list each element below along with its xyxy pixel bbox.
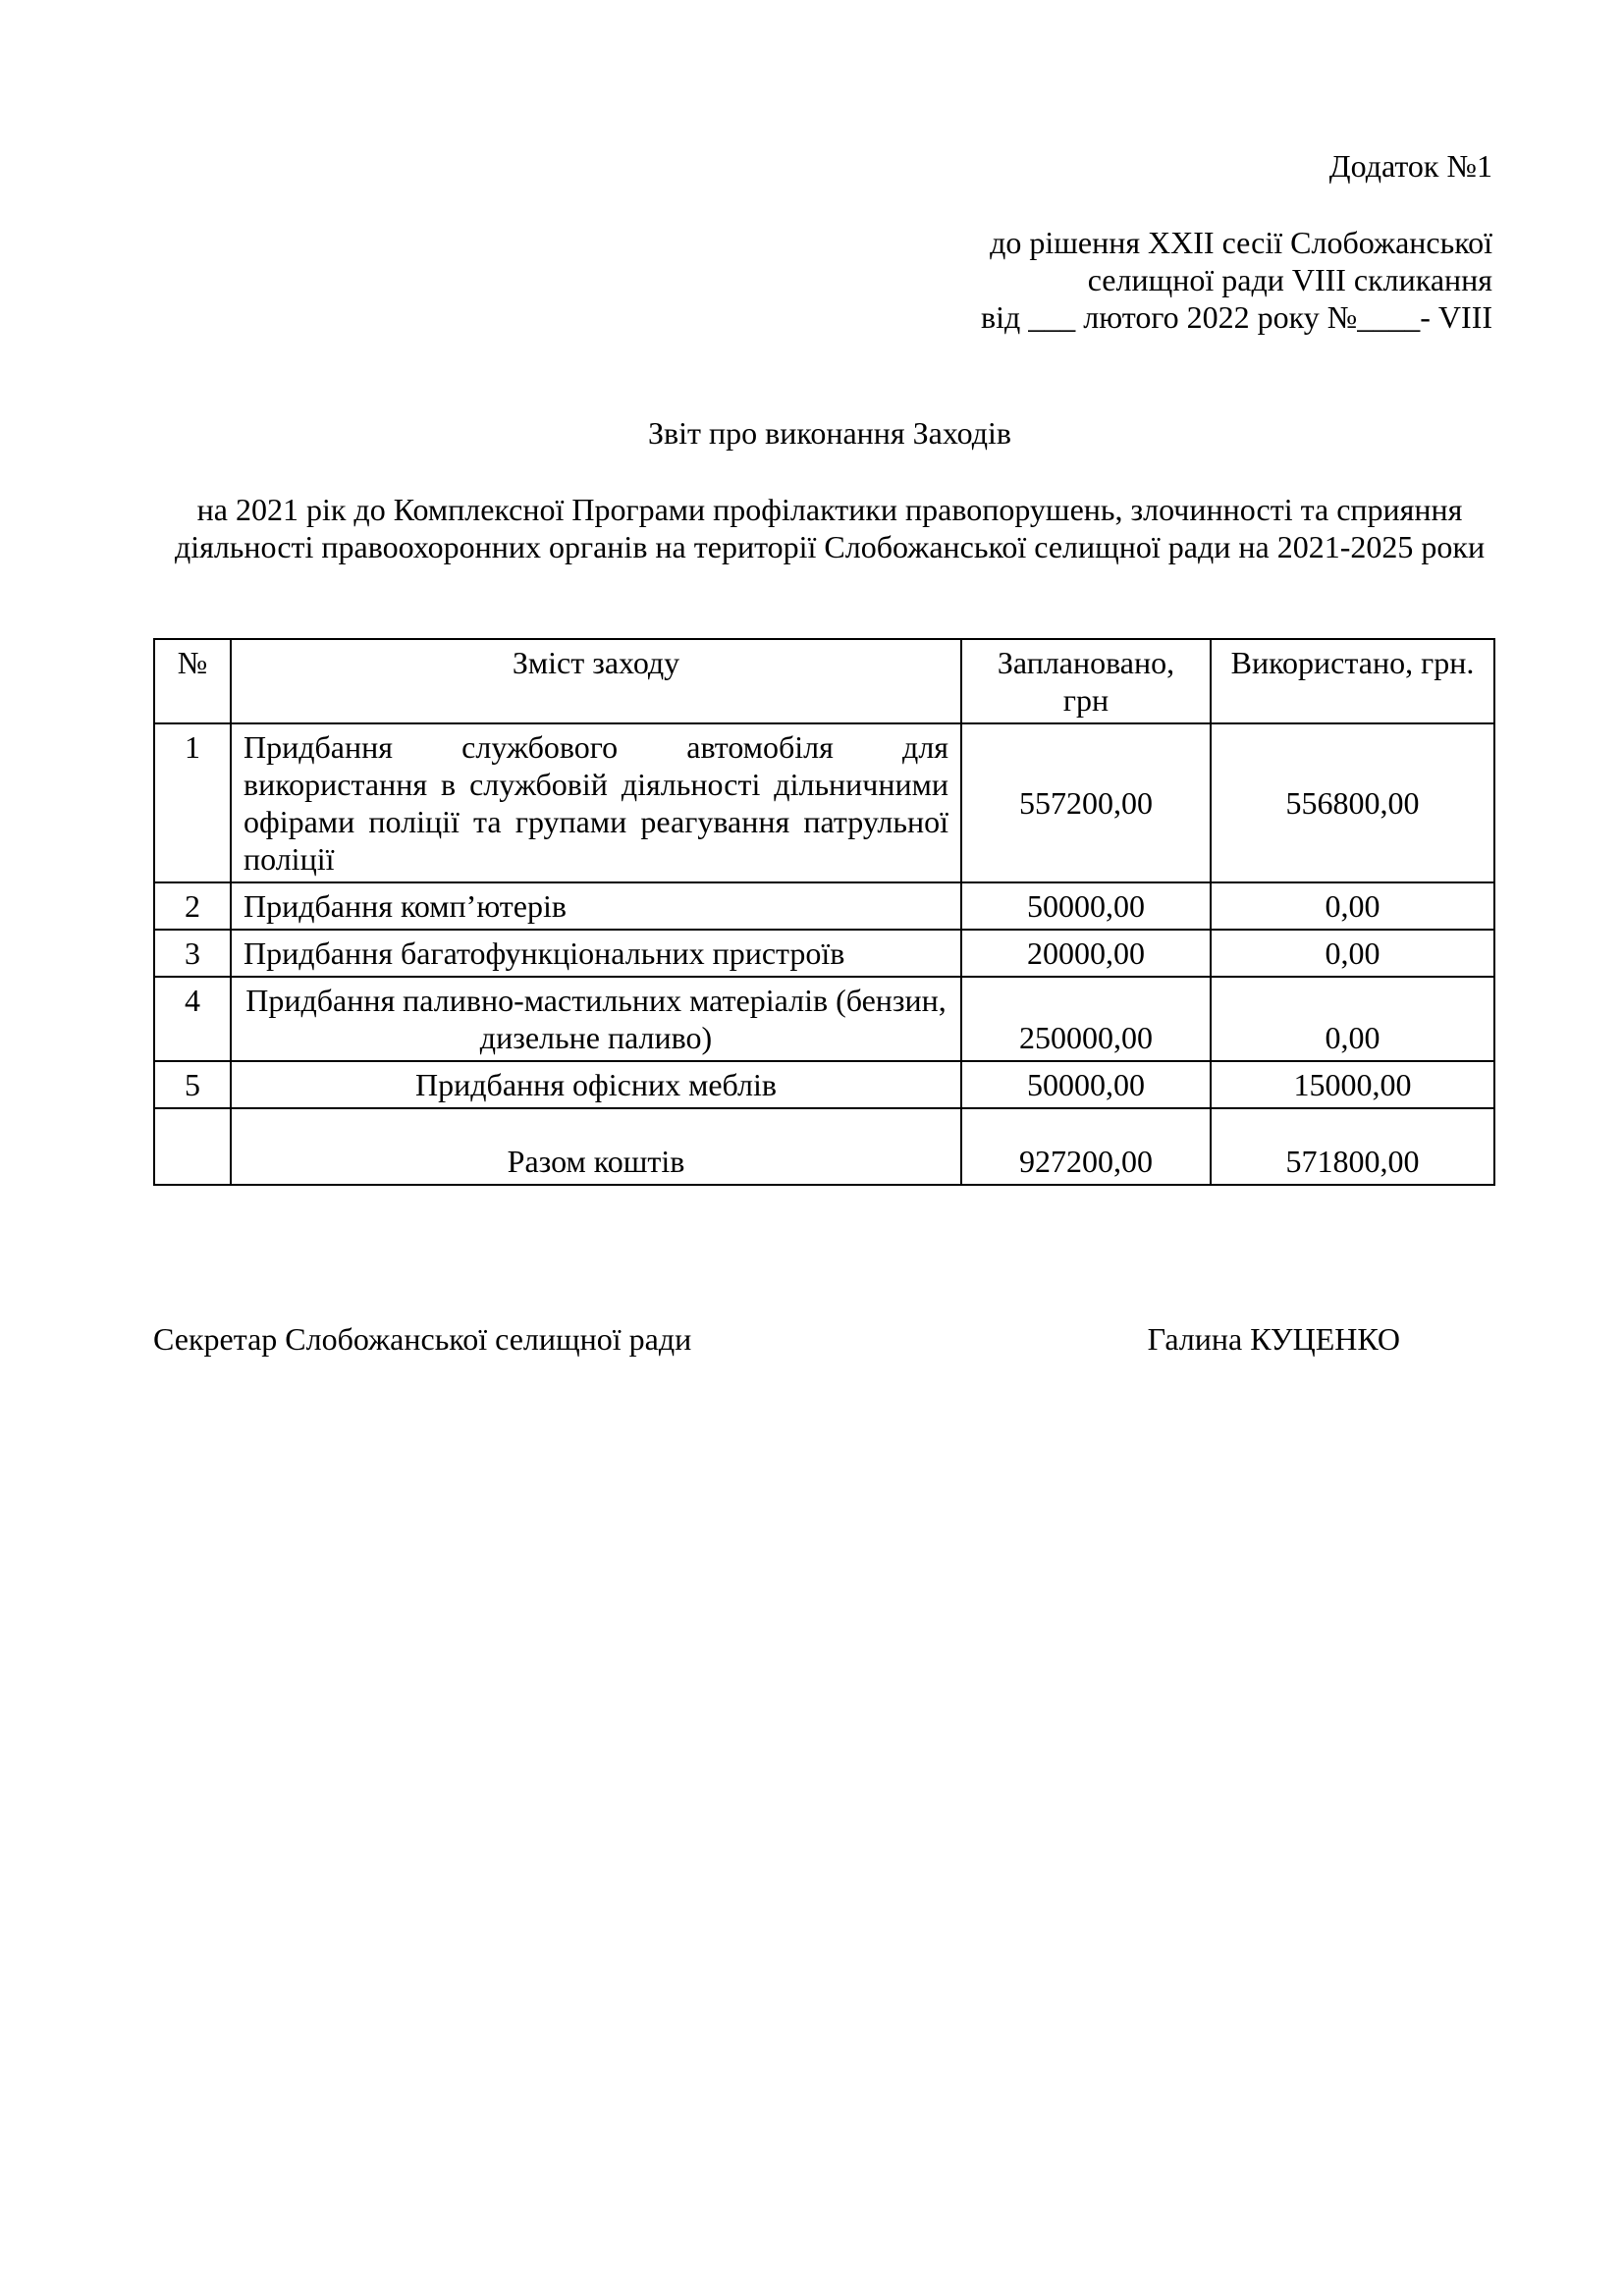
table-total-row [154,1108,1494,1185]
signature-position: Секретар Слобожанської селищної ради [153,1321,692,1357]
decision-line-2: селищної ради VIII скликання [1087,262,1492,297]
report-subtitle: на 2021 рік до Комплексної Програми профілактики правопорушень, злочинності та сприяння діяльності правоохоронних органів на території Слобожанської селищної ради на 2021-2025 роки [174,492,1486,564]
row-no: 4 [154,977,231,1061]
header-used: Використано, грн. [1211,639,1494,723]
table-row [154,882,1494,930]
decision-line-3: від ___ лютого 2022 року №____- VIII [981,299,1492,335]
row-planned: 250000,00 [961,977,1211,1061]
header-planned: Заплановано, грн [961,639,1211,723]
row-planned: 50000,00 [961,882,1211,930]
row-no: 5 [154,1061,231,1108]
row-planned: 557200,00 [961,723,1211,882]
signature-name: Галина КУЦЕНКО [1147,1321,1400,1357]
row-used: 0,00 [1211,977,1494,1061]
header-description: Зміст заходу [231,639,961,723]
table-row [154,930,1494,977]
table-row [154,723,1494,882]
row-no: 1 [154,723,231,882]
row-no: 3 [154,930,231,977]
row-description: Придбання службового автомобіля для використання в службовій діяльності дільничними офірами поліції та групами реагування патрульної поліції [231,723,961,882]
total-no-cell [154,1108,231,1185]
row-description: Придбання офісних меблів [231,1061,961,1108]
table-header-row [154,639,1494,723]
row-no: 2 [154,882,231,930]
table-row [154,977,1494,1061]
total-planned: 927200,00 [961,1108,1211,1185]
row-used: 556800,00 [1211,723,1494,882]
total-used: 571800,00 [1211,1108,1494,1185]
row-description: Придбання паливно-мастильних матеріалів (бензин, дизельне паливо) [231,977,961,1061]
row-planned: 50000,00 [961,1061,1211,1108]
row-used: 15000,00 [1211,1061,1494,1108]
row-planned: 20000,00 [961,930,1211,977]
row-description: Придбання комп’ютерів [231,882,961,930]
report-table [153,638,1495,1186]
header-no: № [154,639,231,723]
title-block [157,414,1502,565]
row-description: Придбання багатофункціональних пристроїв [231,930,961,977]
total-label: Разом коштів [231,1108,961,1185]
report-title: Звіт про виконання Заходів [648,415,1011,451]
row-used: 0,00 [1211,882,1494,930]
row-used: 0,00 [1211,930,1494,977]
signature-block [153,1320,1400,1358]
decision-line-1: до рішення XXII сесії Слобожанської [990,225,1492,260]
appendix-label: Додаток №1 [1328,148,1492,184]
document-header [805,147,1492,336]
table-row [154,1061,1494,1108]
